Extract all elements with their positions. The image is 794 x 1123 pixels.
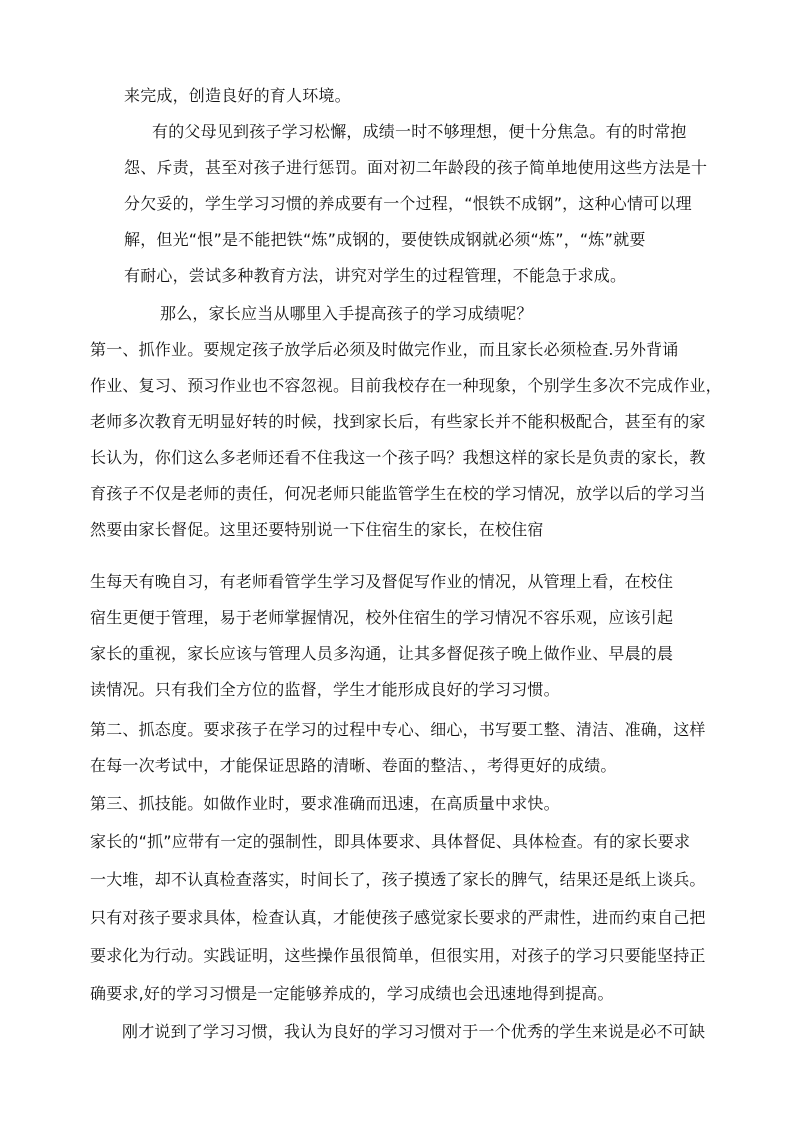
text-line: 育孩子不仅是老师的责任，何况老师只能监管学生在校的学习情况，放学以后的学习当	[90, 484, 706, 503]
text-line: 在每一次考试中，才能保证思路的清晰、卷面的整洁、，考得更好的成绩。	[90, 756, 617, 775]
text-line: 第二、抓态度。要求孩子在学习的过程中专心、细心，书写要工整、清洁、准确，这样	[90, 720, 706, 739]
text-line: 长认为，你们这么多老师还看不住我这一个孩子吗？我想这样的家长是负责的家长，教	[90, 448, 706, 467]
text-line: 确要求,好的学习习惯是一定能够养成的，学习成绩也会迅速地得到提高。	[90, 984, 614, 1003]
text-line: 家长的“抓”应带有一定的强制性，即具体要求、具体督促、具体检查。有的家长要求	[90, 832, 691, 851]
text-line: 一大堆，却不认真检查落实，时间长了，孩子摸透了家长的脾气，结果还是纸上谈兵。	[90, 870, 706, 889]
text-line: 只有对孩子要求具体，检查认真，才能使孩子感觉家长要求的严肃性，进而约束自己把	[90, 908, 706, 927]
text-line: 生每天有晚自习，有老师看管学生学习及督促写作业的情况，从管理上看，在校住	[90, 572, 674, 591]
text-line: 家长的重视，家长应该与管理人员多沟通，让其多督促孩子晚上做作业、早晨的晨	[90, 644, 674, 663]
text-line: 有耐心，尝试多种教育方法，讲究对学生的过程管理，不能急于求成。	[124, 266, 627, 285]
text-line: 解，但光“恨”是不能把铁“炼”成钢的，要使铁成钢就必须“炼”，“炼”就要	[124, 230, 646, 249]
text-line: 要求化为行动。实践证明，这些操作虽很简单，但很实用，对孩子的学习只要能坚持正	[90, 946, 706, 965]
text-line: 第一、抓作业。要规定孩子放学后必须及时做完作业，而且家长必须检查.另外背诵	[90, 340, 679, 359]
text-line: 来完成，创造良好的育人环境。	[124, 86, 351, 105]
text-line: 怨、斥责，甚至对孩子进行惩罚。面对初二年龄段的孩子简单地使用这些方法是十	[124, 158, 708, 177]
text-line: 那么，家长应当从哪里入手提高孩子的学习成绩呢？	[160, 304, 533, 323]
text-line: 有的父母见到孩子学习松懈，成绩一时不够理想，便十分焦急。有的时常抱	[152, 122, 687, 141]
text-line: 老师多次教育无明显好转的时候，找到家长后，有些家长并不能积极配合，甚至有的家	[90, 412, 706, 431]
text-line: 刚才说到了学习习惯，我认为良好的学习习惯对于一个优秀的学生来说是必不可缺	[122, 1022, 706, 1041]
text-line: 分欠妥的，学生学习习惯的养成要有一个过程，“恨铁不成钢”，这种心情可以理	[124, 194, 692, 213]
text-line: 读情况。只有我们全方位的监督，学生才能形成良好的学习习惯。	[90, 680, 560, 699]
text-line: 然要由家长督促。这里还要特别说一下住宿生的家长，在校住宿	[90, 520, 544, 539]
text-line: 宿生更便于管理，易于老师掌握情况，校外住宿生的学习情况不容乐观，应该引起	[90, 608, 674, 627]
text-line: 第三、抓技能。如做作业时，要求准确而迅速，在高质量中求快。	[90, 794, 560, 813]
text-line: 作业、复习、预习作业也不容忽视。目前我校存在一种现象，个别学生多次不完成作业，	[90, 376, 722, 395]
